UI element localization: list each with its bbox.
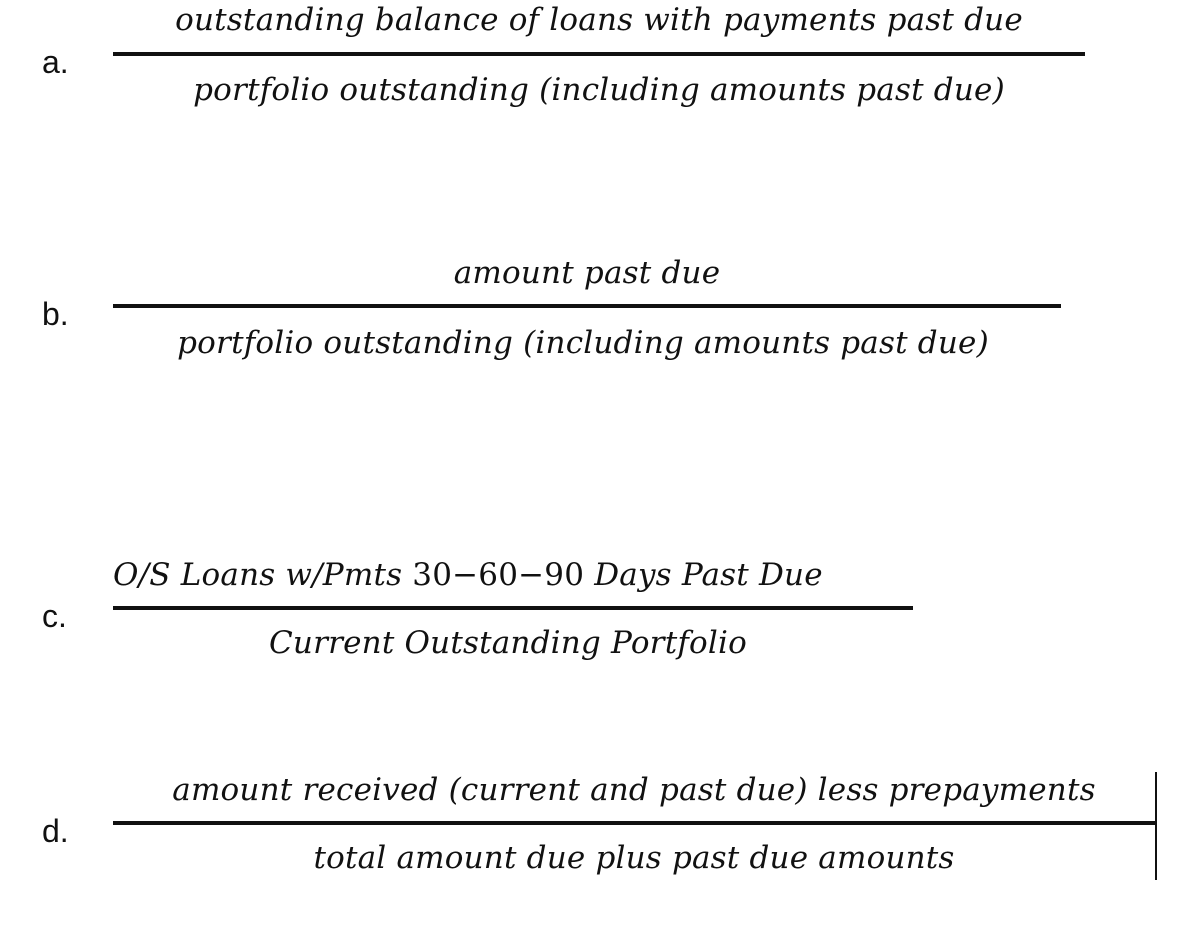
formula-label: c. (42, 598, 67, 634)
denominator: total amount due plus past due amounts (313, 840, 955, 876)
denominator: portfolio outstanding (including amounts past due) (177, 325, 989, 361)
formula-label: d. (42, 813, 69, 849)
numerator: outstanding balance of loans with payments past due (175, 2, 1023, 38)
numerator-day-ranges: 30−60−90 (412, 557, 585, 593)
fraction-bar (113, 52, 1085, 56)
fraction-bar (113, 606, 913, 610)
numerator: amount received (current and past due) less prepayments (172, 772, 1096, 808)
numerator-part: Days Past Due (584, 557, 823, 593)
fraction-bar (113, 821, 1157, 825)
formula-label: b. (42, 296, 69, 332)
numerator (113, 557, 913, 593)
formula-label: a. (42, 44, 69, 80)
vertical-rule (1155, 772, 1157, 880)
denominator: Current Outstanding Portfolio (269, 625, 747, 661)
denominator: portfolio outstanding (including amounts past due) (193, 72, 1005, 108)
numerator: amount past due (453, 255, 721, 291)
fraction-bar (113, 304, 1061, 308)
numerator-part: O/S Loans w/Pmts (113, 557, 413, 593)
